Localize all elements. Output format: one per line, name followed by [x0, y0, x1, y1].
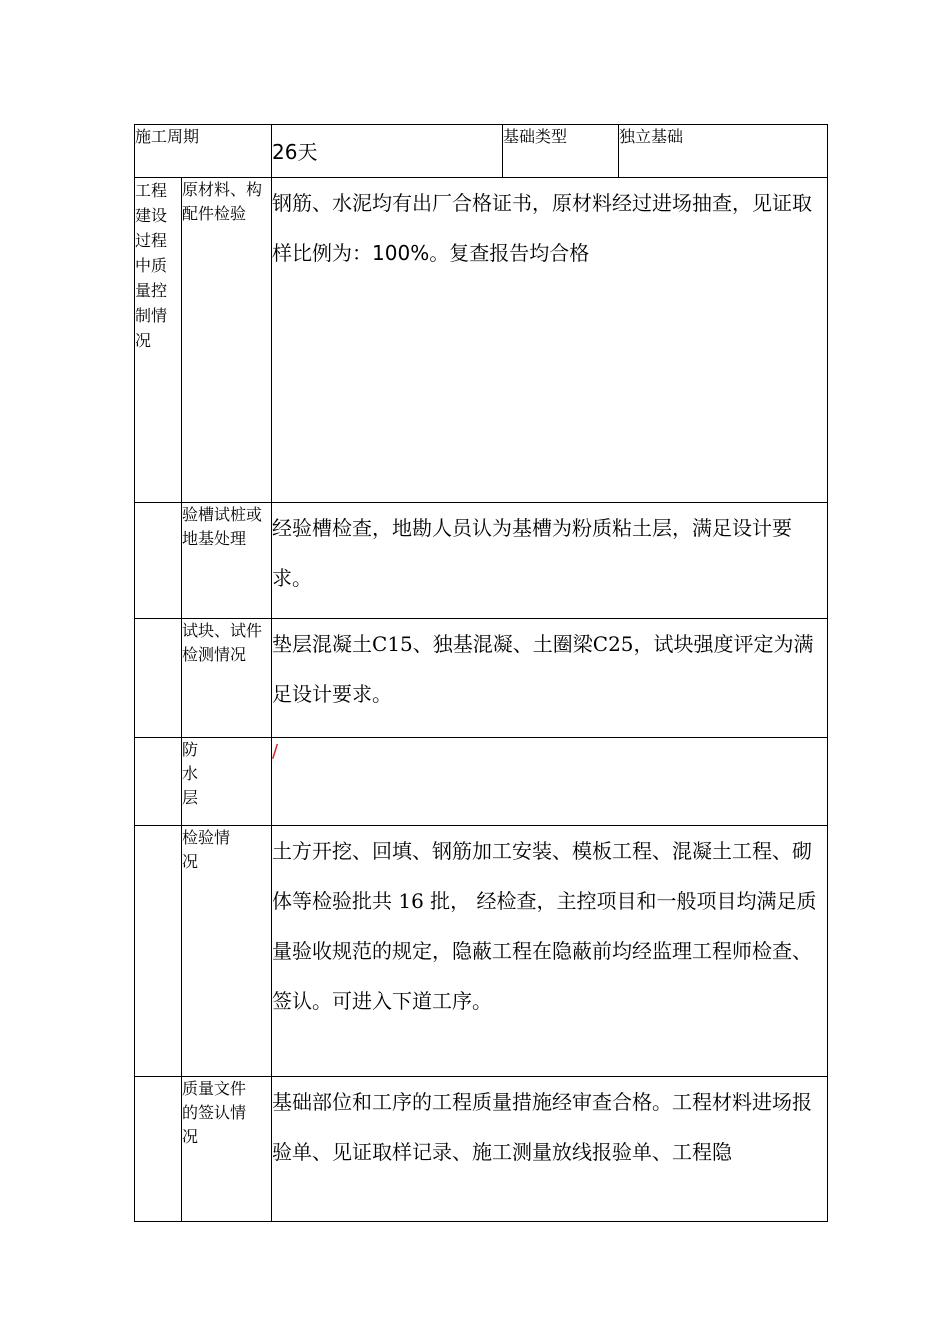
empty-cell: [135, 619, 182, 738]
row-label: 检验情况: [182, 826, 272, 1077]
row-content-number: 100%: [372, 241, 430, 265]
construction-period-value: [272, 125, 503, 178]
foundation-type-value: 独立基础: [619, 125, 828, 178]
table-row: [135, 503, 828, 619]
section-label-vertical: 工程建设过程中质量控制情况: [135, 178, 182, 503]
row-label: 防水层: [182, 738, 272, 826]
empty-cell: [135, 826, 182, 1077]
row-content: [272, 178, 828, 503]
table-row: [135, 178, 828, 503]
row-content-text-end: 。复查报告均合格: [429, 241, 590, 265]
period-unit: 天: [297, 140, 318, 164]
foundation-type-label: 基础类型: [503, 125, 619, 178]
table-row: [135, 1077, 828, 1222]
row-content: /: [272, 738, 828, 826]
row-label-line: 试块、试件: [182, 621, 263, 640]
header-row: [135, 125, 828, 178]
row-label: 质量文件的签认情况: [182, 1077, 272, 1222]
construction-period-label: 施工周期: [135, 125, 272, 178]
row-label: 验槽试桩或地基处理: [182, 503, 272, 619]
empty-cell: [135, 503, 182, 619]
row-label: 原材料、构配件检验: [182, 178, 272, 503]
table-row: [135, 826, 828, 1077]
row-content-text: 钢筋、水泥均有出厂合格证书，原材料经过进场抽查，见证取样比例为：: [272, 191, 813, 265]
table-row: [135, 738, 828, 826]
row-content: 垫层混凝土C15、独基混凝、土圈梁C25，试块强度评定为满足设计要求。: [272, 619, 828, 738]
row-content: 土方开挖、回填、钢筋加工安装、模板工程、混凝土工程、砌体等检验批共 16 批， 经检查，主控项目和一般项目均满足质量验收规范的规定，隐蔽工程在隐蔽前均经监理工程师检查、签认。可进入下道工序。: [272, 826, 828, 1077]
row-label-line: 检测情况: [182, 645, 247, 664]
row-content: 基础部位和工序的工程质量措施经审查合格。工程材料进场报验单、见证取样记录、施工测量放线报验单、工程隐: [272, 1077, 828, 1222]
empty-cell: [135, 738, 182, 826]
period-number: 26: [272, 140, 298, 164]
quality-control-table: [134, 124, 828, 1222]
empty-cell: [135, 1077, 182, 1222]
row-label: [182, 619, 272, 738]
table-row: [135, 619, 828, 738]
row-content: 经验槽检查，地勘人员认为基槽为粉质粘土层，满足设计要求。: [272, 503, 828, 619]
